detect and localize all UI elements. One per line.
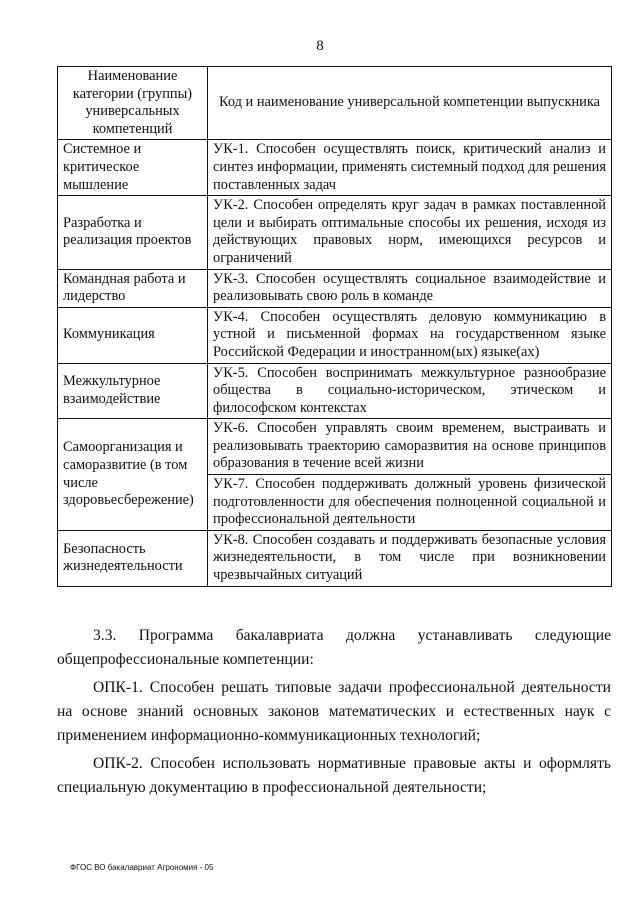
competence-cell: УК-5. Способен воспринимать межкультурное разнообразие общества в социально-историческом, этическом и философском контекстах bbox=[208, 363, 612, 419]
competence-cell: УК-8. Способен создавать и поддерживать безопасные условия жизнедеятельности, в том числе при возникновении чрезвычайных ситуаций bbox=[208, 530, 612, 586]
table-row bbox=[58, 196, 612, 269]
category-cell: Безопасность жизнедеятельности bbox=[58, 530, 208, 586]
competence-cell: УК-3. Способен осуществлять социальное взаимодействие и реализовывать свою роль в команде bbox=[208, 269, 612, 307]
category-cell: Самоорганизация и саморазвитие (в том числе здоровьесбережение) bbox=[58, 419, 208, 531]
table-row bbox=[58, 307, 612, 363]
footer: ФГОС ВО бакалавриат Агрономия - 05 bbox=[70, 863, 214, 872]
table-row bbox=[58, 363, 612, 419]
table-row bbox=[58, 140, 612, 196]
table-header-row bbox=[58, 67, 612, 140]
competence-cell: УК-4. Способен осуществлять деловую коммуникацию в устной и письменной формах на государственном языке Российской Федерации и иностранном(ых) языке(ах) bbox=[208, 307, 612, 363]
page-number: 8 bbox=[316, 38, 324, 54]
header-category: Наименование категории (группы) универсальных компетенций bbox=[58, 67, 208, 140]
table-row bbox=[58, 530, 612, 586]
category-cell: Межкультурное взаимодействие bbox=[58, 363, 208, 419]
category-cell: Коммуникация bbox=[58, 307, 208, 363]
competence-cell: УК-6. Способен управлять своим временем, выстраивать и реализовывать траекторию саморазвития на основе принципов образования в течение всей жизни bbox=[208, 419, 612, 475]
opk-1-paragraph: ОПК-1. Способен решать типовые задачи профессиональной деятельности на основе знаний основных законов математических и естественных наук с применением информационно-коммуникационных технологий; bbox=[57, 679, 611, 744]
competence-table bbox=[57, 66, 612, 587]
category-cell: Разработка и реализация проектов bbox=[58, 196, 208, 269]
category-cell: Системное и критическое мышление bbox=[58, 140, 208, 196]
opk-2-paragraph: ОПК-2. Способен использовать нормативные правовые акты и оформлять специальную документацию в профессиональной деятельности; bbox=[57, 755, 611, 796]
table-row bbox=[58, 269, 612, 307]
section-3-3-paragraph: 3.3. Программа бакалавриата должна устанавливать следующие общепрофессиональные компетенции: bbox=[57, 627, 611, 668]
table-row bbox=[58, 419, 612, 475]
competence-cell: УК-1. Способен осуществлять поиск, критический анализ и синтез информации, применять системный подход для решения поставленных задач bbox=[208, 140, 612, 196]
category-cell: Командная работа и лидерство bbox=[58, 269, 208, 307]
competence-cell: УК-2. Способен определять круг задач в рамках поставленной цели и выбирать оптимальные способы их решения, исходя из действующих правовых норм, имеющихся ресурсов и ограничений bbox=[208, 196, 612, 269]
competence-cell: УК-7. Способен поддерживать должный уровень физической подготовленности для обеспечения полноценной социальной и профессиональной деятельности bbox=[208, 475, 612, 531]
header-competence: Код и наименование универсальной компетенции выпускника bbox=[208, 67, 612, 140]
